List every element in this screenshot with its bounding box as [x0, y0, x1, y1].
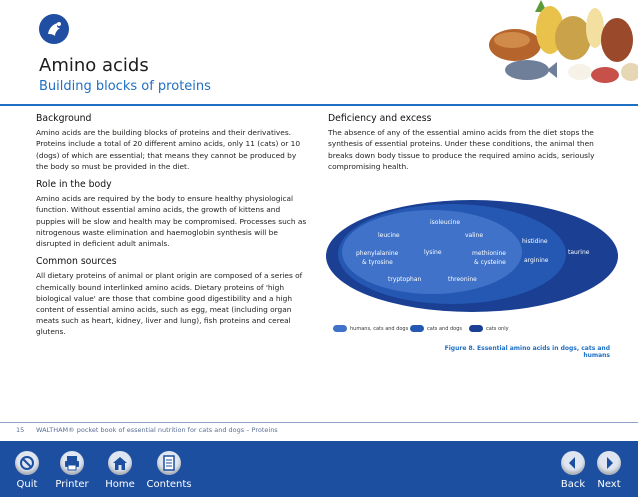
printer-button[interactable]: [47, 441, 97, 497]
back-arrow-icon: [561, 451, 585, 475]
label-tryptophan: tryptophan: [388, 276, 422, 283]
printer-label: Printer: [55, 479, 89, 490]
label-threonine: threonine: [448, 276, 477, 283]
label-arginine: arginine: [524, 257, 549, 264]
footer-book-title: WALTHAM® pocket book of essential nutrition for cats and dogs – Proteins: [36, 426, 278, 434]
left-column: [36, 113, 308, 345]
venn-legend: [333, 325, 573, 337]
page-subtitle: Building blocks of proteins: [39, 79, 211, 94]
section-body-deficiency: The absence of any of the essential amino acids from the diet stops the synthesis of essential proteins. Under these conditions, the animal then breaks down body tissue to produce the required amino acids, seriously compromising health.: [328, 128, 595, 171]
label-valine: valine: [465, 232, 484, 239]
label-methionine-1: methionine: [472, 250, 506, 257]
back-label: Back: [560, 479, 586, 490]
section-heading-deficiency: Deficiency and excess: [328, 113, 432, 124]
printer-icon: [60, 451, 84, 475]
figure-caption: Figure 8. Essential amino acids in dogs, cats and humans: [444, 345, 610, 359]
section-heading-background: Background: [36, 113, 92, 124]
next-button[interactable]: [584, 441, 634, 497]
legend-swatch: [469, 325, 483, 332]
navigation-bar: [0, 441, 638, 497]
home-icon: [108, 451, 132, 475]
right-column: [328, 113, 618, 179]
home-label: Home: [105, 479, 135, 490]
footer-divider: [0, 422, 638, 423]
label-taurine: taurine: [568, 249, 590, 256]
section-body-sources: All dietary proteins of animal or plant origin are composed of a series of chemically bound interlinked amino acids. Dietary proteins of 'high biological value' are those that combine good digestibility and a high content of essential amino acids, such as egg, meat (including organ meats such as heart, kidney, liver and lung), fish proteins and cereal glutens.: [36, 271, 303, 337]
label-isoleucine: isoleucine: [430, 219, 461, 226]
legend-item-humans-cats-dogs: [333, 325, 408, 332]
food-illustration: [455, 0, 638, 90]
legend-swatch: [410, 325, 424, 332]
next-arrow-icon: [597, 451, 621, 475]
label-histidine: histidine: [522, 238, 548, 245]
header-divider: [0, 104, 638, 106]
next-label: Next: [597, 479, 621, 490]
label-phenylalanine-2: & tyrosine: [362, 259, 393, 266]
home-button[interactable]: [95, 441, 145, 497]
legend-swatch: [333, 325, 347, 332]
logo-icon: [39, 14, 69, 44]
page-title: Amino acids: [39, 55, 149, 76]
contents-label: Contents: [146, 479, 192, 490]
legend-label: cats only: [486, 325, 509, 332]
legend-label: humans, cats and dogs: [350, 325, 409, 332]
legend-item-cats-dogs: [410, 325, 462, 332]
contents-icon: [157, 451, 181, 475]
legend-item-cats-only: [469, 325, 509, 332]
label-lysine: lysine: [424, 249, 442, 256]
legend-label: cats and dogs: [427, 325, 462, 332]
quit-label: Quit: [16, 479, 38, 490]
label-methionine-2: & cysteine: [474, 259, 506, 266]
page-number: 15: [16, 426, 25, 434]
label-leucine: leucine: [378, 232, 400, 239]
section-heading-role: Role in the body: [36, 179, 112, 191]
quit-button[interactable]: [2, 441, 52, 497]
section-heading-sources: Common sources: [36, 256, 117, 268]
contents-button[interactable]: [144, 441, 194, 497]
section-body-background: Amino acids are the building blocks of proteins and their derivatives. Proteins include a total of 20 different amino acids, only 11 (cats) or 10 (dogs) of which are essential; that means they cannot be produced by the body so must be provided in the diet.: [36, 128, 301, 171]
quit-icon: [15, 451, 39, 475]
amino-acid-venn-diagram: [322, 200, 622, 345]
section-body-role: Amino acids are required by the body to ensure healthy physiological function. Without essential amino acids, the growth of kittens and puppies will be slow and health may be compromised. Processes such as nitrogenous waste elimination and haemoglobin synthesis will be disrupted in deficient adult animals.: [36, 194, 307, 249]
label-phenylalanine-1: phenylalanine: [356, 250, 399, 257]
